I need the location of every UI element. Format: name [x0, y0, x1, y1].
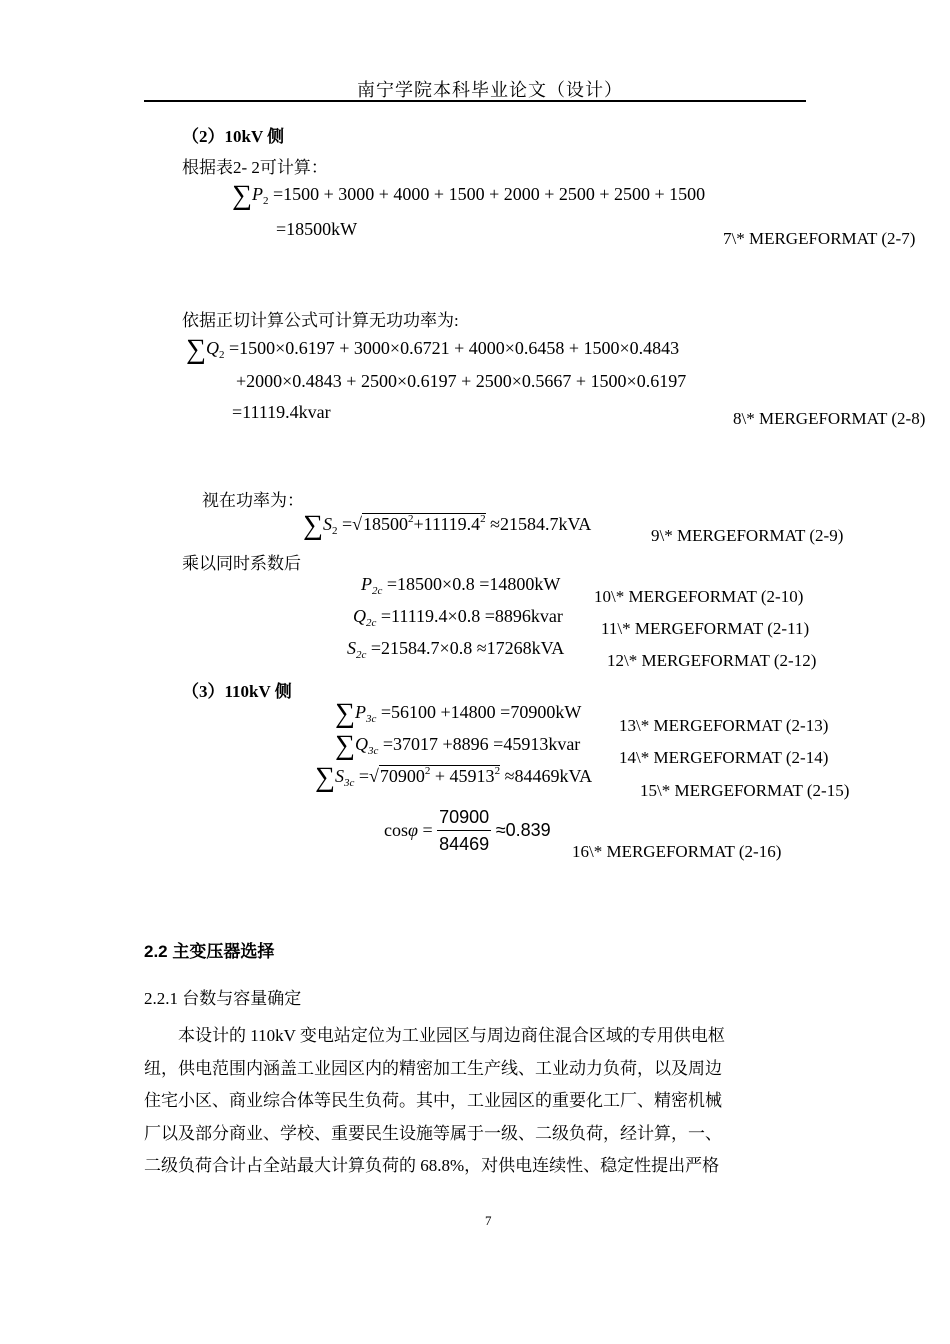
apparent-power-intro: 视在功率为：: [202, 491, 304, 510]
fraction: $\frac{70900}{84469}$: [439, 807, 490, 854]
paragraph-line: 本设计的 110kV 变电站定位为工业园区与周边商住混合区域的专用供电枢: [144, 1026, 725, 1045]
equation-p2-line2: =18500kW: [276, 219, 358, 239]
equation-number-2-11: 11\* MERGEFORMAT (2-11): [601, 619, 810, 638]
equation-s2: $\sum S_2 =√18500^2+11119.4^2 \approx 21584.7kVA$: [303, 510, 592, 541]
equation-p3c: $\sum P_{3c} =56100 +14800 =70900kW$: [335, 698, 582, 729]
paragraph-line: 住宅小区、商业综合体等民生负荷。其中，工业园区的重要化工厂、精密机械: [144, 1091, 722, 1110]
sum-symbol: ∑: [315, 762, 335, 793]
header-rule: [144, 100, 806, 102]
section-2-2-heading: 2.2 主变压器选择: [144, 942, 275, 961]
sum-symbol: ∑: [303, 510, 323, 541]
paragraph-line: 二级负荷合计占全站最大计算负荷的 68.8%，对供电连续性、稳定性提出严格: [144, 1156, 720, 1175]
sum-symbol: ∑: [335, 730, 355, 761]
equation-number-2-7: 7\* MERGEFORMAT (2-7): [723, 229, 916, 248]
equation-number-2-14: 14\* MERGEFORMAT (2-14): [619, 748, 829, 767]
page-number: 7: [485, 1213, 492, 1228]
reactive-power-intro: 依据正切计算公式可计算无功功率为:: [182, 311, 459, 330]
equation-number-2-16: 16\* MERGEFORMAT (2-16): [572, 842, 782, 861]
equation-q2-line3: =11119.4kvar: [232, 402, 331, 422]
paragraph-line: 纽，供电范围内涵盖工业园区内的精密加工生产线、工业动力负荷，以及周边: [144, 1058, 722, 1078]
sqrt-radicand: $70900^2 + 45913^2$: [379, 765, 501, 786]
sqrt-symbol: √: [369, 766, 379, 786]
equation-number-2-13: 13\* MERGEFORMAT (2-13): [619, 716, 829, 735]
calc-intro: 根据表2- 2可计算：: [182, 158, 328, 177]
equation-number-2-10: 10\* MERGEFORMAT (2-10): [594, 587, 804, 606]
equation-q2c: $Q_{2c} =11119.4\times 0.8$ =8896kvar: [353, 606, 563, 629]
equation-number-2-8: 8\* MERGEFORMAT (2-8): [733, 409, 926, 428]
sqrt-radicand: $18500^2+11119.4^2$: [363, 513, 486, 534]
equation-number-2-9: 9\* MERGEFORMAT (2-9): [651, 526, 844, 545]
sum-symbol: ∑: [335, 698, 355, 729]
equation-number-2-15: 15\* MERGEFORMAT (2-15): [640, 781, 850, 800]
sqrt-symbol: √: [352, 514, 363, 534]
equation-s3c: $\sum S_{3c} =√70900^2 + 45913^2 \approx 84469kVA$: [315, 762, 593, 793]
coefficient-intro: 乘以同时系数后: [182, 554, 301, 573]
equation-p2-line1: $\sum P_2 =1500 + 3000 + 4000 + 1500 + 2000 + 2500 + 2500 + 1500$: [232, 180, 706, 211]
equation-p2c: $P_{2c} =18500\times 0.8 =14800kW$: [361, 574, 561, 597]
equation-number-2-12: 12\* MERGEFORMAT (2-12): [607, 651, 817, 670]
body-paragraph: [144, 1020, 806, 1183]
section-2-2-1-heading: 2.2.1 台数与容量确定: [144, 989, 302, 1008]
equation-q2-line2: +2000×0.4843 + 2500×0.6197 + 2500×0.5667 + 1500×0.6197: [236, 371, 687, 391]
sum-symbol: ∑: [232, 180, 252, 211]
equation-q2-line1: $\sum Q_2 =1500\times 0.6197 + 3000\times 0.6721 + 4000\times 0.6458 + 1500\times 0.4843$: [186, 334, 680, 365]
page-header-title: 南宁学院本科毕业论文（设计）: [357, 80, 623, 100]
equation-q3c: $\sum Q_{3c} =37017 +8896$ =45913kvar: [335, 730, 581, 761]
sum-symbol: ∑: [186, 334, 206, 365]
paragraph-line: 厂以及部分商业、学校、重要民生设施等属于一级、二级负荷，经计算，一、: [144, 1123, 722, 1143]
section-10kv-heading: （2）10kV 侧: [182, 127, 285, 146]
equation-s2c: $S_{2c} =21584.7\times 0.8 \approx 17268kVA$: [347, 638, 565, 661]
section-110kv-heading: （3）110kV 侧: [182, 682, 292, 701]
equation-cos-phi: cosφ = $\frac{70900}{84469}$ ≈0.839: [384, 807, 551, 854]
